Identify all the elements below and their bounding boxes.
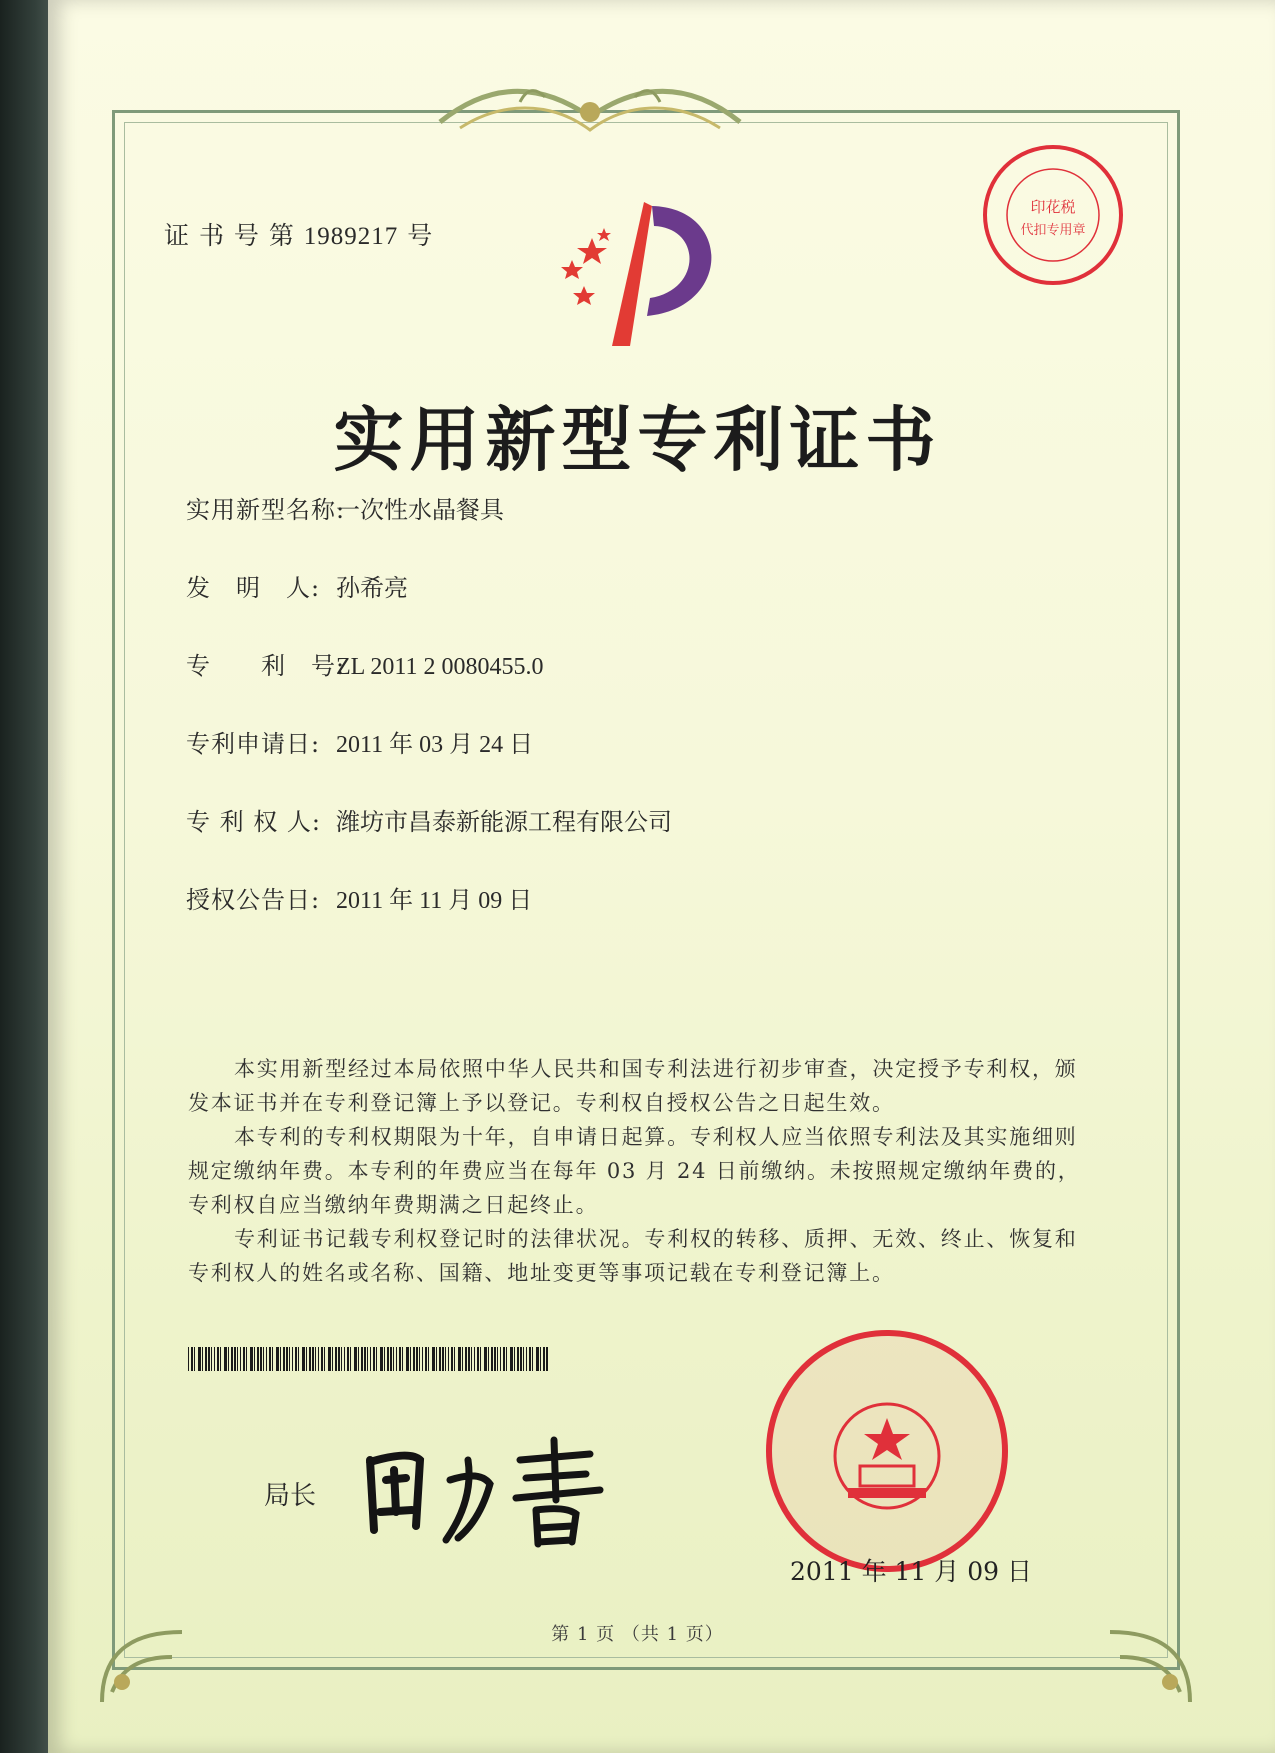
barcode-bar [540,1347,541,1371]
barcode-bar [468,1347,470,1371]
barcode-bar [250,1347,253,1371]
barcode-bar [488,1347,489,1371]
barcode-bar [546,1347,548,1371]
field-label: 实用新型名称: [186,496,346,524]
barcode-bar [280,1347,281,1371]
certificate-number [164,216,433,252]
barcode-bar [422,1347,423,1371]
barcode-bar [344,1347,345,1371]
field-label: 授权公告日: [186,886,321,914]
field-value: ZL 2011 2 0080455.0 [336,654,544,680]
barcode-bar [462,1347,463,1371]
barcode-bar [194,1347,195,1371]
barcode-bar [396,1347,397,1371]
barcode-bar [393,1347,394,1371]
barcode-bar [370,1347,371,1371]
barcode-bar [436,1347,437,1371]
chief-label: 局长 [264,1481,317,1511]
barcode-bar [384,1347,385,1371]
barcode-bar [324,1347,325,1371]
barcode-bar [202,1347,203,1371]
certificate-number-value: 1989217 [303,223,399,250]
field-patent-number [186,646,544,681]
body-paragraph: 专利证书记载专利权登记时的法律状况。专利权的转移、质押、无效、终止、恢复和专利权人的姓名或名称、国籍、地址变更等事项记载在专利登记簿上。 [188,1227,1078,1285]
certificate-number-prefix: 证 书 号 第 [164,221,295,250]
barcode-bar [500,1347,501,1371]
barcode-bar [318,1347,319,1371]
barcode-bar [536,1347,539,1371]
barcode-bar [328,1347,331,1371]
barcode-bar [532,1347,533,1371]
barcode-bar [399,1347,401,1371]
certificate-title: 实用新型专利证书 [333,399,942,481]
barcode-bar [292,1347,293,1371]
barcode-bar [231,1347,233,1371]
barcode-bar [257,1347,259,1371]
page-number: 第 1 页 （共 1 页） [551,1624,724,1645]
barcode-bar [302,1347,305,1371]
barcode-bar [266,1347,267,1371]
barcode-bar [410,1347,411,1371]
barcode-bar [211,1347,212,1371]
body-paragraph: 本专利的专利权期限为十年，自申请日起算。专利权人应当依照专利法及其实施细则规定缴纳年费。本专利的年费应当在每年 03 月 24 日前缴纳。未按照规定缴纳年费的，专利权自应当缴纳年费期满之日起终止。 [188,1125,1081,1217]
barcode-bar [205,1347,207,1371]
barcode-bar [514,1347,515,1371]
barcode-bar [224,1347,227,1371]
barcode-bar [234,1347,236,1371]
barcode-bar [506,1347,507,1371]
barcode-bar [390,1347,392,1371]
barcode-bar [335,1347,337,1371]
barcode-bar [373,1347,375,1371]
barcode-bar [402,1347,403,1371]
barcode-bar [484,1347,487,1371]
barcode-bar [198,1347,201,1371]
barcode-bar [442,1347,444,1371]
barcode-bar [350,1347,351,1371]
barcode-bar [220,1347,221,1371]
barcode-bar [520,1347,522,1371]
barcode-bar [237,1347,238,1371]
certificate-body-text [188,1052,1086,1290]
barcode-bar [474,1347,475,1371]
barcode-bar [406,1347,409,1371]
barcode-bar [289,1347,290,1371]
barcode-bar [295,1347,297,1371]
barcode-bar [309,1347,311,1371]
certificate-number-suffix: 号 [407,221,434,250]
barcode-bar [306,1347,307,1371]
tax-seal-center-line2: 代扣专用章 [1020,223,1086,238]
barcode-bar [425,1347,427,1371]
barcode-bar [458,1347,461,1371]
barcode-bar [298,1347,299,1371]
barcode-bar [254,1347,255,1371]
barcode-bar [445,1347,446,1371]
barcode-bar [276,1347,279,1371]
field-value: 孙希亮 [336,576,408,602]
barcode-bar [413,1347,415,1371]
barcode-bar [526,1347,527,1371]
barcode-bar [494,1347,496,1371]
field-grant-date [186,880,532,915]
barcode-bar [338,1347,340,1371]
barcode-bar [416,1347,418,1371]
barcode-bar [432,1347,435,1371]
field-value: 2011 年 03 月 24 日 [336,732,534,758]
field-label: 专利申请日: [186,730,321,758]
barcode-bar [312,1347,314,1371]
stamp-duty-seal [978,140,1128,290]
barcode-bar [208,1347,210,1371]
field-label: 发 明 人: [186,574,321,602]
barcode-bar [217,1347,219,1371]
body-paragraph: 本实用新型经过本局依照中华人民共和国专利法进行初步审查，决定授予专利权，颁发本证书并在专利登记簿上予以登记。专利权自授权公告之日起生效。 [188,1057,1078,1115]
barcode-bar [321,1347,323,1371]
field-inventor [186,568,408,603]
barcode-bar [448,1347,449,1371]
barcode-bar [263,1347,264,1371]
barcode-bar [269,1347,271,1371]
barcode-bar [240,1347,241,1371]
barcode-bar [364,1347,366,1371]
barcode-bar [347,1347,349,1371]
barcode-bar [428,1347,429,1371]
barcode-bar [315,1347,316,1371]
barcode-bar [228,1347,229,1371]
barcode-bar [477,1347,479,1371]
barcode-bar [451,1347,453,1371]
barcode-bar [260,1347,262,1371]
field-label: 专 利 号: [186,652,346,680]
barcode-bar [188,1347,189,1371]
barcode-bar [367,1347,368,1371]
barcode-bar [439,1347,441,1371]
barcode-bar [380,1347,383,1371]
patent-office-logo [552,198,742,348]
barcode-bar [243,1347,245,1371]
barcode-bar [191,1347,193,1371]
field-value: 2011 年 11 月 09 日 [336,888,533,914]
barcode-bar [497,1347,498,1371]
field-utility-model-name [186,490,504,525]
barcode-bar [480,1347,481,1371]
field-patentee [186,802,672,837]
barcode-bar [286,1347,288,1371]
barcode-bar [387,1347,389,1371]
barcode-bar [272,1347,273,1371]
patent-office-seal [762,1326,1012,1576]
barcode-bar [341,1347,342,1371]
barcode-bar [543,1347,545,1371]
barcode-bar [503,1347,505,1371]
barcode-bar [332,1347,333,1371]
barcode-bar [465,1347,467,1371]
barcode-bar [361,1347,363,1371]
barcode-bar [517,1347,519,1371]
director-signature [350,1420,620,1550]
barcode-bar [419,1347,420,1371]
field-label: 专 利 权 人: [186,808,321,836]
field-value: 潍坊市昌泰新能源工程有限公司 [336,810,672,836]
barcode-bar [214,1347,215,1371]
barcode-bar [376,1347,377,1371]
top-ornament [420,72,760,144]
field-application-date [186,724,533,759]
seal-date: 2011 年 11 月 09 日 [790,1557,1032,1586]
barcode-bar [283,1347,285,1371]
barcode-bar [491,1347,493,1371]
barcode-bar [454,1347,455,1371]
field-value: 一次性水晶餐具 [336,498,504,524]
barcode-bar [529,1347,531,1371]
barcode-bar [471,1347,472,1371]
barcode-bar [354,1347,357,1371]
barcode-bar [523,1347,524,1371]
barcode-bar [510,1347,513,1371]
barcode-bar [358,1347,359,1371]
tax-seal-center-line1: 印花税 [1030,198,1076,216]
barcode-bar [246,1347,247,1371]
barcode [188,1347,552,1371]
